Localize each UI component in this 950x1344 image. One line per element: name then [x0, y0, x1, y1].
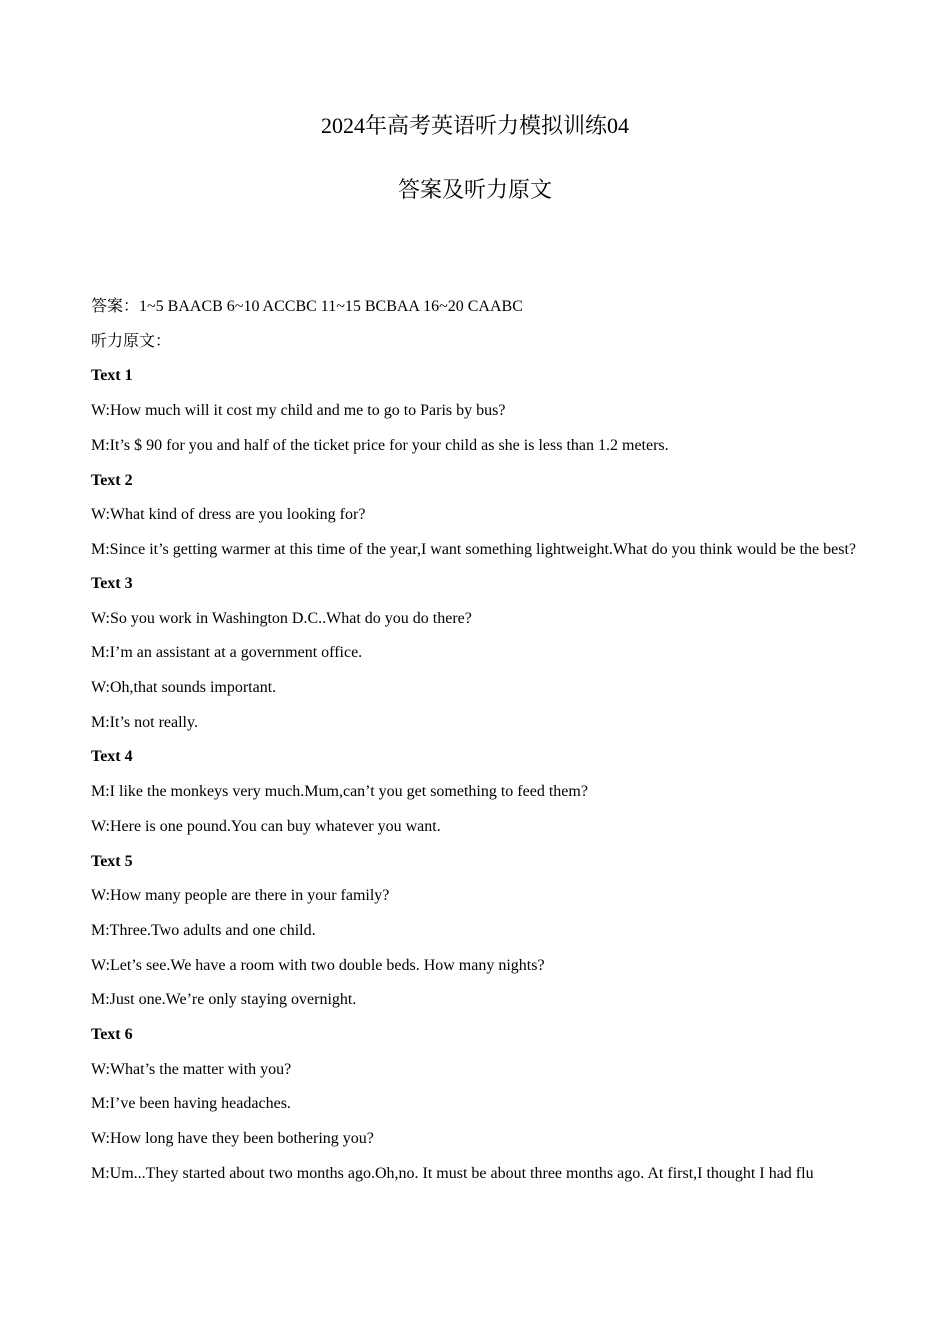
dialogue-line: M:It’s not really. [91, 713, 198, 731]
transcript-label: 听力原文： [91, 332, 172, 350]
answer-key: 答案：1~5 BAACB 6~10 ACCBC 11~15 BCBAA 16~20 CAABC [91, 298, 523, 315]
dialogue-line: M:I’m an assistant at a government office. [91, 644, 363, 662]
dialogue-line: W:How long have they been bothering you? [91, 1130, 374, 1148]
dialogue-line: W:Oh,that sounds important. [91, 679, 277, 697]
dialogue-line: W:What’s the matter with you? [91, 1060, 292, 1078]
section-heading: Text 3 [91, 574, 133, 592]
section-heading: Text 1 [91, 367, 133, 385]
document-subtitle: 答案及听力原文 [397, 177, 552, 202]
section-heading: Text 5 [91, 852, 133, 870]
document-body [91, 290, 866, 1192]
dialogue-line: M:Um...They started about two months ago.Oh,no. It must be about three months ago. At first,I thought I had flu [91, 1164, 814, 1182]
dialogue-line: W:How many people are there in your family? [91, 887, 390, 905]
dialogue-line: W:Here is one pound.You can buy whatever you want. [91, 817, 441, 835]
section-heading: Text 4 [91, 748, 133, 766]
dialogue-line: M:Just one.We’re only staying overnight. [91, 991, 357, 1009]
section-heading: Text 2 [91, 471, 133, 489]
transcript [91, 359, 866, 1191]
dialogue-line: W:So you work in Washington D.C..What do you do there? [91, 609, 472, 627]
dialogue-line: M:Since it’s getting warmer at this time of the year,I want something lightweight.What do you think would be the best? [91, 540, 856, 558]
section-heading: Text 6 [91, 1026, 133, 1044]
dialogue-line: W:How much will it cost my child and me to go to Paris by bus? [91, 402, 506, 420]
dialogue-line: W:What kind of dress are you looking for? [91, 506, 366, 524]
document-title: 2024年高考英语听力模拟训练04 [320, 113, 629, 138]
dialogue-line: W:Let’s see.We have a room with two double beds. How many nights? [91, 956, 545, 974]
dialogue-line: M:It’s $ 90 for you and half of the ticket price for your child as she is less than 1.2 meters. [91, 436, 669, 454]
dialogue-line: M:Three.Two adults and one child. [91, 921, 316, 939]
dialogue-line: M:I’ve been having headaches. [91, 1095, 291, 1113]
dialogue-line: M:I like the monkeys very much.Mum,can’t you get something to feed them? [91, 783, 588, 801]
